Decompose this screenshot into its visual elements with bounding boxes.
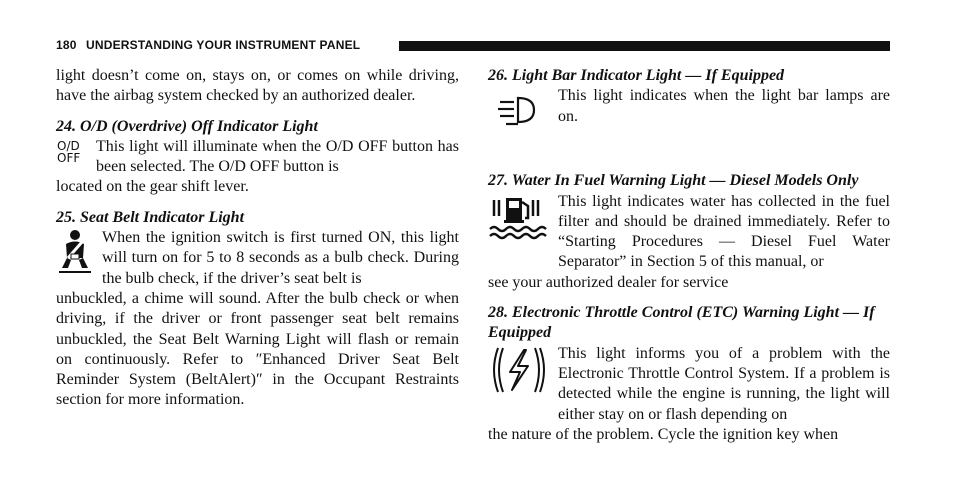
od-off-icon-text-top: O/D: [57, 138, 80, 153]
section-26-text: This light indicates when the light bar lamps are on.: [558, 87, 890, 125]
section-24-text: This light will illuminate when the O/D OFF button has been selected. The O/D OFF button is: [96, 137, 459, 176]
section-28-text: This light informs you of a problem with the Electronic Throttle Control System. If a problem is detected while the engine is running, the light will either stay on or flash depending on: [558, 344, 890, 423]
header-rule: [399, 41, 890, 51]
section-28-heading: 28. Electronic Throttle Control (ETC) Warning Light — If Equipped: [488, 304, 875, 342]
section-27-continued: see your authorized dealer for service: [488, 273, 729, 291]
intro-paragraph: light doesn’t come on, stays on, or comes on while driving, have the airbag system checked by an authorized dealer.: [56, 67, 459, 105]
section-25-heading: 25. Seat Belt Indicator Light: [56, 208, 245, 226]
section-24-row: [56, 137, 459, 178]
left-column: [56, 66, 459, 411]
page-header: [56, 37, 890, 55]
light-bar-icon: [488, 86, 558, 130]
section-25-text: When the ignition switch is first turned ON, this light will turn on for 5 to 8 seconds as a bulb check. During the bulb check, if the driver’s seat belt is: [102, 229, 459, 287]
section-25-continued: unbuckled, a chime will sound. After the bulb check or when driving, if the driver or front passenger seat belt remains unbuckled, the Seat Belt Warning Light will flash or remain on continuously. Refer to ″Enhanced Driver Seat Belt Reminder System (BeltAlert)″ in the Occupant Restraints section for more information.: [56, 289, 459, 409]
etc-warning-icon: [488, 344, 558, 396]
section-28-row: [488, 344, 890, 425]
seat-belt-icon: [56, 228, 102, 276]
section-27-text: This light indicates water has collected in the fuel filter and should be drained immediately. Refer to “Starting Procedures — Diesel Fuel Water Separator” in Section 5 of this manual, or: [558, 192, 890, 271]
water-in-fuel-icon: [488, 192, 558, 240]
right-column: [488, 66, 890, 445]
section-27-heading: 27. Water In Fuel Warning Light — Diesel Models Only: [488, 172, 859, 190]
running-title: UNDERSTANDING YOUR INSTRUMENT PANEL: [86, 38, 361, 52]
section-26-heading: 26. Light Bar Indicator Light — If Equipped: [488, 67, 785, 84]
section-24-continued: located on the gear shift lever.: [56, 178, 249, 196]
page-number: 180: [56, 38, 77, 52]
section-27-row: [488, 192, 890, 273]
section-25-row: [56, 228, 459, 289]
section-24-heading: 24. O/D (Overdrive) Off Indicator Light: [56, 117, 318, 135]
section-28-continued: the nature of the problem. Cycle the ignition key when: [488, 425, 839, 443]
od-off-icon-text-bottom: OFF: [57, 150, 81, 165]
od-off-icon: [56, 137, 96, 177]
section-26-row: [488, 86, 890, 130]
